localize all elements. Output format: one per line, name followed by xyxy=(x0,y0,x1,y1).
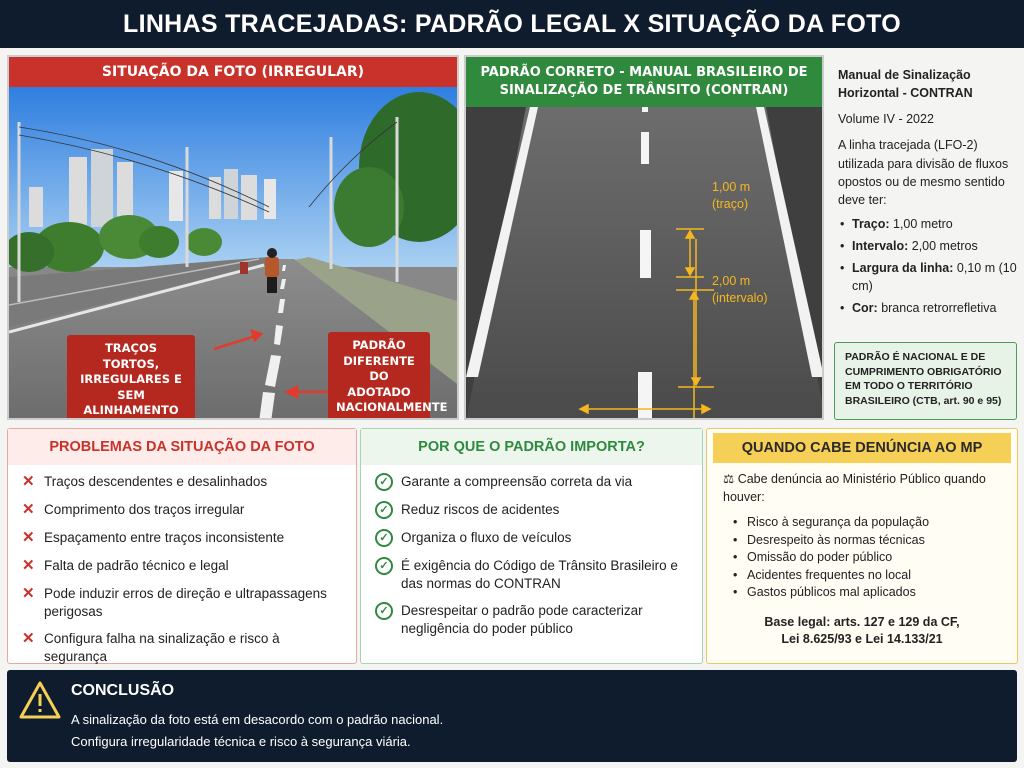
why-item xyxy=(375,529,690,547)
legal-note-box: PADRÃO É NACIONAL E DE CUMPRIMENTO OBRIGATÓRIO EM TODO O TERRITÓRIO BRASILEIRO (CTB, art. 90 e 95) xyxy=(834,342,1017,420)
why-item xyxy=(375,501,690,519)
why-title: POR QUE O PADRÃO IMPORTA? xyxy=(361,429,702,465)
x-mark-icon: ✕ xyxy=(22,529,35,546)
spec-value: 0,10 m (10 cm) xyxy=(852,261,1017,294)
why-text: Garante a compreensão correta da via xyxy=(401,474,633,489)
manual-description: A linha tracejada (LFO-2) utilizada para divisão de fluxos opostos ou de mesmo sentido deve ter: xyxy=(838,138,1009,207)
spec-item xyxy=(838,259,1018,295)
title-bar xyxy=(0,0,1024,48)
spec-item xyxy=(838,237,1018,255)
mp-title: QUANDO CABE DENÚNCIA AO MP xyxy=(713,433,1011,463)
gap-length-caption: (intervalo) xyxy=(712,290,768,305)
why-card xyxy=(360,428,703,664)
problem-item xyxy=(22,630,344,665)
page-title: LINHAS TRACEJADAS: PADRÃO LEGAL X SITUAÇÃO DA FOTO xyxy=(123,9,901,38)
why-list xyxy=(361,465,702,637)
dash-length-value: 1,00 m xyxy=(712,180,751,194)
problem-item xyxy=(22,585,344,620)
problem-item xyxy=(22,529,344,547)
mp-list xyxy=(707,506,1017,602)
mp-item: • Desrespeito às normas técnicas xyxy=(731,532,1003,550)
problems-list xyxy=(8,465,356,665)
x-mark-icon: ✕ xyxy=(22,585,35,602)
problem-text: Falta de padrão técnico e legal xyxy=(44,558,229,573)
photo-panel xyxy=(7,55,459,420)
spec-value: 1,00 metro xyxy=(893,216,953,231)
conclusion-title: CONCLUSÃO xyxy=(71,682,175,699)
check-circle-icon: ✓ xyxy=(375,557,393,575)
mp-item: • Risco à segurança da população xyxy=(731,514,1003,532)
problem-text: Configura falha na sinalização e risco à segurança xyxy=(44,631,280,664)
mp-base-legal xyxy=(707,614,1017,649)
spec-value: 2,00 metros xyxy=(911,239,978,253)
manual-info xyxy=(838,66,1018,322)
mp-item: • Omissão do poder público xyxy=(731,549,1003,567)
problem-item xyxy=(22,557,344,575)
base-legal-line-1: Base legal: arts. 127 e 129 da CF, xyxy=(764,614,960,629)
mp-intro xyxy=(707,463,1017,506)
conclusion-line-1: A sinalização da foto está em desacordo com o padrão nacional. xyxy=(71,712,444,727)
check-circle-icon: ✓ xyxy=(375,473,393,491)
gap-length-value: 2,00 m xyxy=(712,274,751,288)
why-item xyxy=(375,473,690,491)
why-text: Reduz riscos de acidentes xyxy=(401,502,560,517)
problem-text: Pode induzir erros de direção e ultrapassagens perigosas xyxy=(44,586,327,619)
spec-label: Largura da linha: xyxy=(852,261,954,276)
why-item xyxy=(375,602,690,637)
spec-label: Intervalo: xyxy=(852,239,909,253)
x-mark-icon: ✕ xyxy=(22,501,35,518)
photo-header: SITUAÇÃO DA FOTO (IRREGULAR) xyxy=(9,57,457,87)
x-mark-icon: ✕ xyxy=(22,630,35,648)
why-item xyxy=(375,557,690,592)
problems-title: PROBLEMAS DA SITUAÇÃO DA FOTO xyxy=(8,429,356,465)
gap-length-label xyxy=(712,273,768,307)
why-text: É exigência do Código de Trânsito Brasileiro e das normas do CONTRAN xyxy=(401,558,678,591)
problem-item xyxy=(22,501,344,519)
warning-icon xyxy=(19,680,61,720)
spec-value: branca retrorrefletiva xyxy=(881,301,997,316)
manual-volume: Volume IV - 2022 xyxy=(838,112,934,127)
conclusion-line-2: Configura irregularidade técnica e risco à segurança viária. xyxy=(71,734,411,749)
why-text: Desrespeitar o padrão pode caracterizar negligência do poder público xyxy=(401,603,643,636)
check-circle-icon: ✓ xyxy=(375,501,393,519)
manual-title: Manual de Sinalização Horizontal - CONTRAN xyxy=(838,68,973,101)
problem-text: Comprimento dos traços irregular xyxy=(44,502,245,517)
standard-header: PADRÃO CORRETO - MANUAL BRASILEIRO DE SINALIZAÇÃO DE TRÂNSITO (CONTRAN) xyxy=(466,57,822,107)
mp-intro-text: Cabe denúncia ao Ministério Público quando houver: xyxy=(723,472,986,504)
callout-different-standard: PADRÃO DIFERENTE DO ADOTADO NACIONALMENTE xyxy=(328,332,430,420)
spec-item xyxy=(838,299,1018,317)
spec-item xyxy=(838,215,1018,233)
x-mark-icon: ✕ xyxy=(22,473,35,490)
mp-item: • Gastos públicos mal aplicados xyxy=(731,584,1003,602)
mp-card xyxy=(706,428,1018,664)
dash-length-label xyxy=(712,179,750,213)
callout-crooked-dashes: TRAÇOS TORTOS, IRREGULARES E SEM ALINHAMENTO xyxy=(67,335,195,420)
why-text: Organiza o fluxo de veículos xyxy=(401,530,572,545)
check-circle-icon: ✓ xyxy=(375,602,393,620)
spec-label: Traço: xyxy=(852,216,890,231)
problem-item xyxy=(22,473,344,491)
spec-list xyxy=(838,215,1018,318)
base-legal-line-2: Lei 8.625/93 e Lei 14.133/21 xyxy=(781,632,943,646)
dash-length-caption: (traço) xyxy=(712,196,749,211)
mp-item: • Acidentes frequentes no local xyxy=(731,567,1003,585)
problem-text: Traços descendentes e desalinhados xyxy=(44,474,268,489)
standard-road-diagram xyxy=(466,107,824,420)
problems-card xyxy=(7,428,357,664)
scales-icon: ⚖ xyxy=(723,472,735,486)
conclusion-banner xyxy=(7,670,1017,762)
problem-text: Espaçamento entre traços inconsistente xyxy=(44,530,285,545)
standard-panel xyxy=(464,55,824,420)
x-mark-icon: ✕ xyxy=(22,557,35,574)
check-circle-icon: ✓ xyxy=(375,529,393,547)
spec-label: Cor: xyxy=(852,301,878,316)
